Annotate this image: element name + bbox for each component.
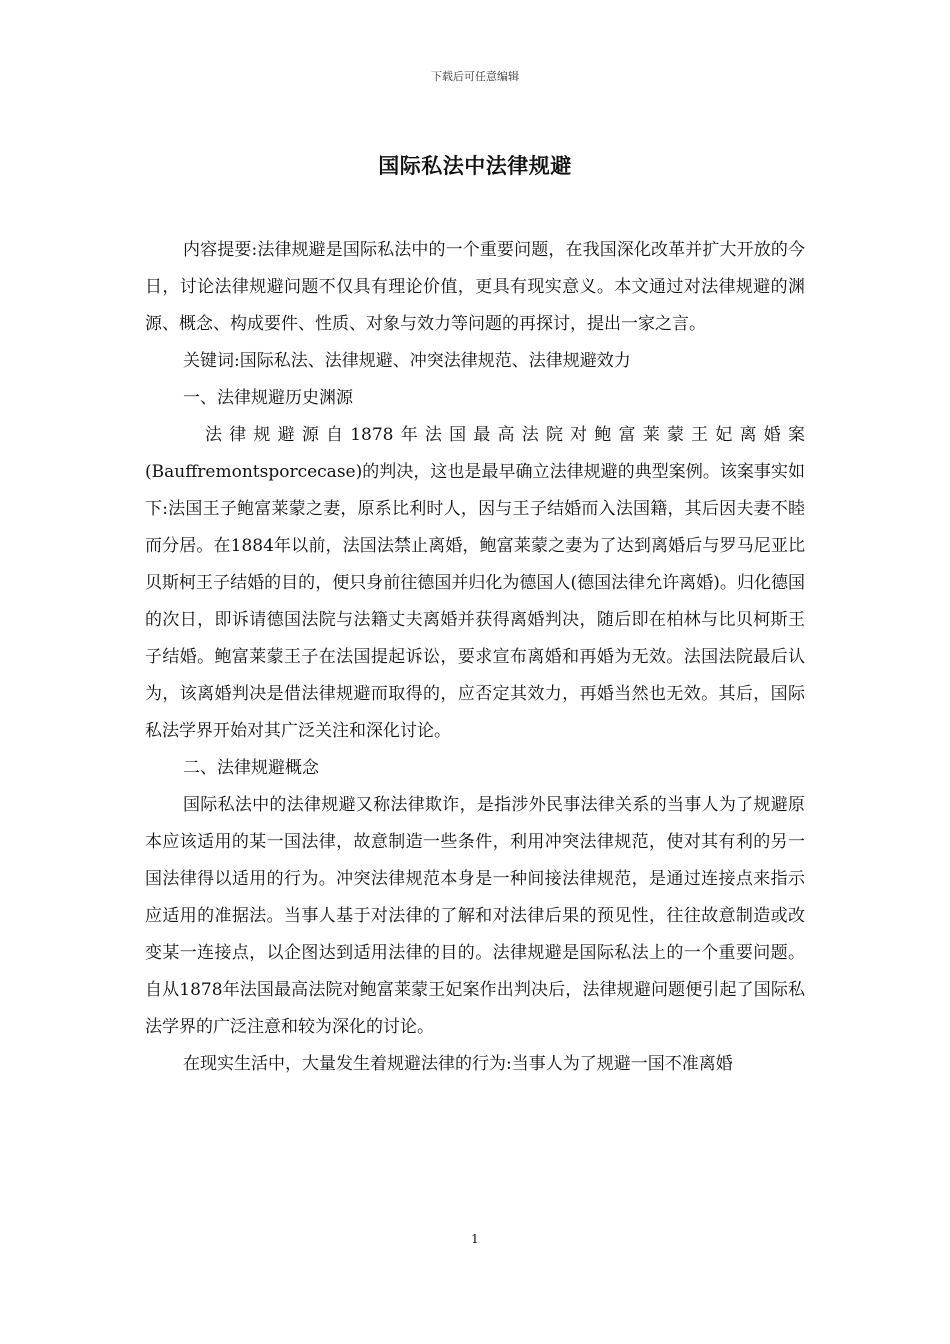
section-heading-1: 一、法律规避历史渊源	[183, 388, 353, 408]
body-paragraph: 法律规避源自1878年法国最高法院对鲍富莱蒙王妃离婚案(Bauffremontsporcecase)的判决，这也是最早确立法律规避的典型案例。该案事实如下:法国王子鲍富莱蒙之妻，原系比利时人，因与王子结婚而入法国籍，其后因夫妻不睦而分居。在1884年以前，法国法禁止离婚，鲍富莱蒙之妻为了达到离婚后与罗马尼亚比贝斯柯王子结婚的目的，便只身前往德国并归化为德国人(德国法律允许离婚)。归化德国的次日，即诉请德国法院与法籍丈夫离婚并获得离婚判决，随后即在柏林与比贝柯斯王子结婚。鲍富莱蒙王子在法国提起诉讼，要求宣布离婚和再婚为无效。法国法院最后认为，该离婚判决是借法律规避而取得的，应否定其效力，再婚当然也无效。其后，国际私法学界开始对其广泛关注和深化讨论。	[145, 425, 805, 741]
keywords-paragraph: 关键词:国际私法、法律规避、冲突法律规范、法律规避效力	[183, 351, 631, 371]
abstract-paragraph: 内容提要:法律规避是国际私法中的一个重要问题，在我国深化改革并扩大开放的今日，讨论法律规避问题不仅具有理论价值，更具有现实意义。本文通过对法律规避的渊源、概念、构成要件、性质、对象与效力等问题的再探讨，提出一家之言。	[145, 240, 805, 334]
page-number: 1	[471, 1232, 479, 1246]
page-header-note: 下载后可任意编辑	[431, 70, 519, 83]
section-heading-2: 二、法律规避概念	[183, 758, 319, 778]
body-paragraph: 在现实生活中，大量发生着规避法律的行为:当事人为了规避一国不准离婚	[183, 1054, 733, 1074]
document-body	[145, 232, 805, 1083]
body-paragraph: 国际私法中的法律规避又称法律欺诈，是指涉外民事法律关系的当事人为了规避原本应该适用的某一国法律，故意制造一些条件，利用冲突法律规范，使对其有利的另一国法律得以适用的行为。冲突法律规范本身是一种间接法律规范，是通过连接点来指示应适用的准据法。当事人基于对法律的了解和对法律后果的预见性，往往故意制造或改变某一连接点，以企图达到适用法律的目的。法律规避是国际私法上的一个重要问题。自从1878年法国最高法院对鲍富莱蒙王妃案作出判决后，法律规避问题便引起了国际私法学界的广泛注意和较为深化的讨论。	[145, 795, 805, 1037]
document-title: 国际私法中法律规避	[378, 154, 572, 178]
